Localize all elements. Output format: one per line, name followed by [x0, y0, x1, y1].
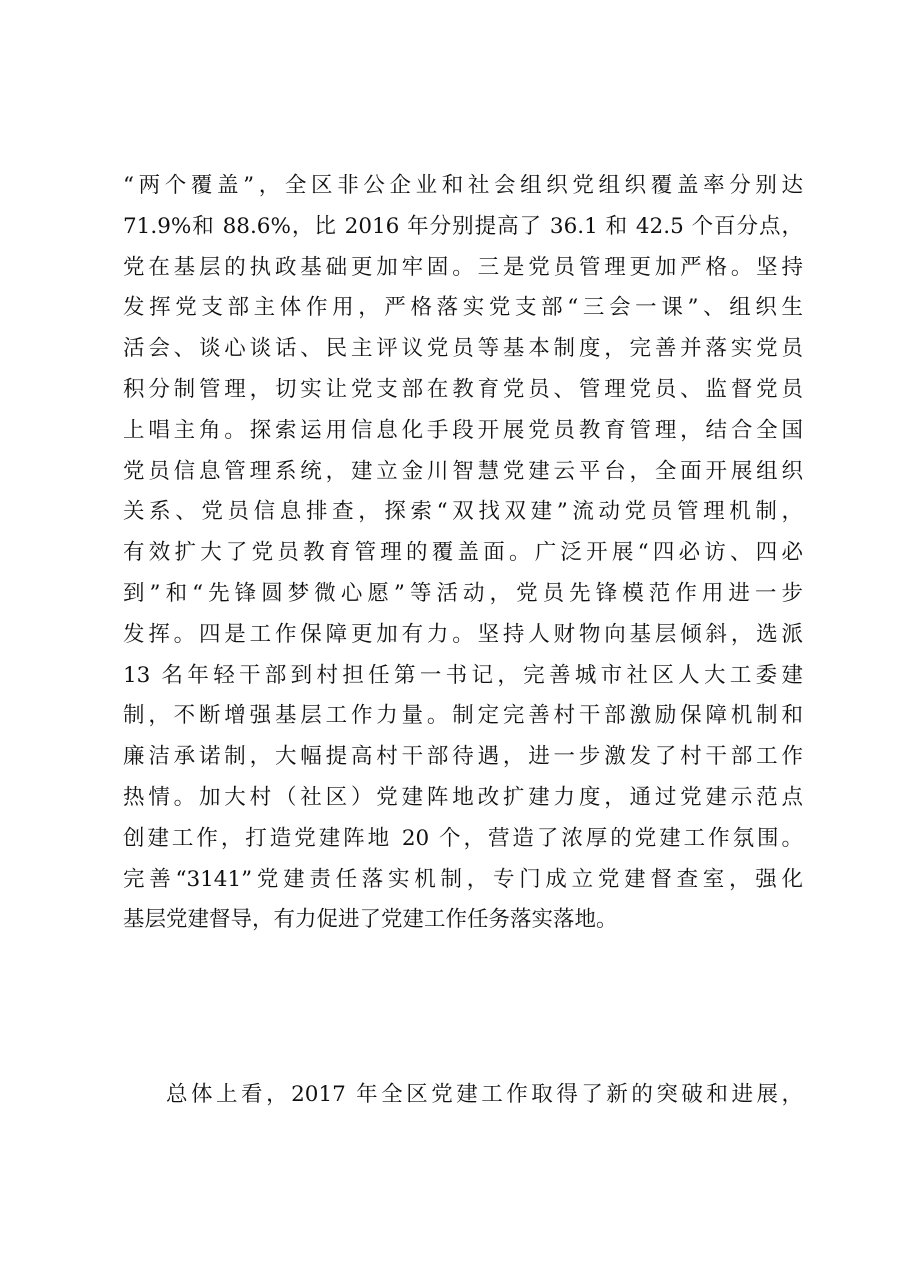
text-line: 71.9%和 88.6%，比 2016 年分别提高了 36.1 和 42.5 个百分点， — [123, 213, 803, 239]
text-line: 党员信息管理系统，建立金川智慧党建云平台，全面开展组织 — [123, 458, 803, 484]
text-line: 基层党建督导，有力促进了党建工作任务落实落地。 — [123, 907, 618, 933]
text-line: 到”和“先锋圆梦微心愿”等活动，党员先锋模范作用进一步 — [123, 580, 803, 606]
paragraph-body — [123, 166, 803, 941]
text-line: 总体上看，2017 年全区党建工作取得了新的突破和进展， — [166, 1082, 803, 1107]
text-line: 发挥。四是工作保障更加有力。坚持人财物向基层倾斜，选派 — [123, 621, 803, 647]
text-line: 上唱主角。探索运用信息化手段开展党员教育管理，结合全国 — [123, 417, 803, 443]
paragraph-summary — [123, 1075, 803, 1116]
text-line: 有效扩大了党员教育管理的覆盖面。广泛开展“四必访、四必 — [123, 540, 803, 566]
text-line: 发挥党支部主体作用，严格落实党支部“三会一课”、组织生 — [123, 295, 803, 321]
text-line: 创建工作，打造党建阵地 20 个，营造了浓厚的党建工作氛围。 — [123, 825, 803, 851]
text-line: 活会、谈心谈话、民主评议党员等基本制度，完善并落实党员 — [123, 336, 803, 362]
text-line: 廉洁承诺制，大幅提高村干部待遇，进一步激发了村干部工作 — [123, 744, 803, 770]
text-line: 13 名年轻干部到村担任第一书记，完善城市社区人大工委建 — [123, 662, 803, 688]
text-line: 制，不断增强基层工作力量。制定完善村干部激励保障机制和 — [123, 703, 803, 729]
text-line: “两个覆盖”，全区非公企业和社会组织党组织覆盖率分别达 — [123, 173, 803, 198]
text-line: 完善“3141”党建责任落实机制，专门成立党建督查室，强化 — [123, 866, 803, 892]
text-line: 关系、党员信息排查，探索“双找双建”流动党员管理机制， — [123, 499, 803, 525]
text-line: 党在基层的执政基础更加牢固。三是党员管理更加严格。坚持 — [123, 254, 803, 280]
text-line: 热情。加大村（社区）党建阵地改扩建力度，通过党建示范点 — [123, 784, 803, 810]
text-line: 积分制管理，切实让党支部在教育党员、管理党员、监督党员 — [123, 376, 803, 402]
